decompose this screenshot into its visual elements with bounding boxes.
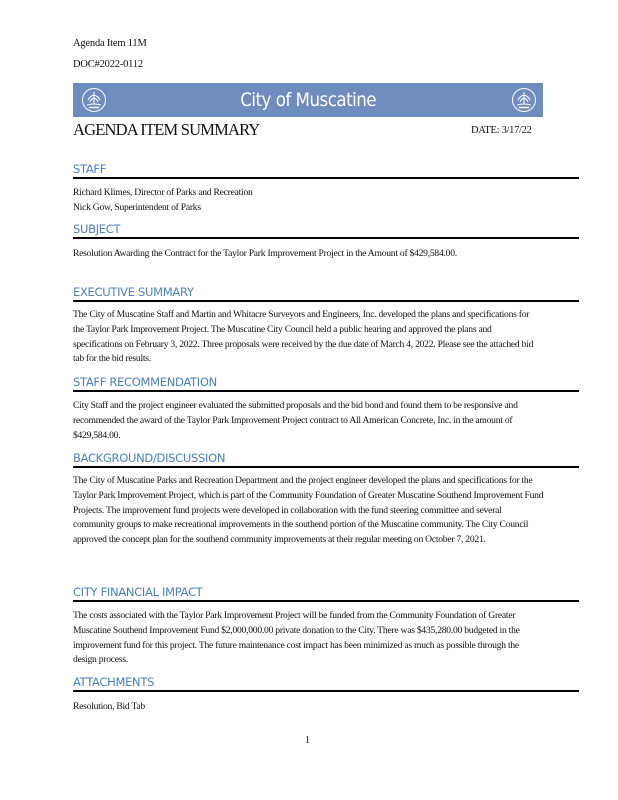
document-title: AGENDA ITEM SUMMARY (73, 120, 260, 139)
city-seal-icon (511, 87, 537, 113)
section-divider (73, 690, 579, 692)
background-text: The City of Muscatine Parks and Recreation Department and the project engineer developed the plans and specifications for the Taylor Park Improvement Project, which is part of the Community Foundation of Greater Muscatine Southend Improvement Fund Projects. The improvement fund projects were developed in collaboration with the fund steering committee and several community groups to make recreational improvements in the southend portion of the Muscatine community. The City Council approved the concept plan for the southend community improvements at their regular meeting on October 7, 2021. (73, 475, 544, 546)
banner-title: City of Muscatine (240, 89, 376, 111)
executive-summary-text: The City of Muscatine Staff and Martin and Whitacre Surveyors and Engineers, Inc. developed the plans and specifications for the Taylor Park Improvement Project. The Muscatine City Council held a public hearing and approved the plans and specifications on February 3, 2022. Three proposals were received by the due date of March 4, 2022. Please see the attached bid tab for the bid results. (73, 309, 534, 365)
section-divider (73, 600, 579, 602)
section-executive-summary (73, 285, 579, 300)
city-seal-icon (81, 87, 107, 113)
financial-impact-text: The costs associated with the Taylor Park Improvement Project will be funded from the Community Foundation of Greater Muscatine Southend Improvement Fund $2,000,000.00 private donation to the City. There was $435,280.00 budgeted in the improvement fund for this project. The future maintenance cost impact has been minimized as much as possible through the design process. (73, 610, 520, 666)
section-heading: EXECUTIVE SUMMARY (73, 285, 194, 299)
section-divider (73, 390, 579, 392)
section-staff (73, 162, 579, 177)
section-staff-recommendation-body (73, 399, 547, 443)
section-heading: BACKGROUND/DISCUSSION (73, 451, 226, 465)
section-attachments-body (73, 700, 579, 715)
section-subject (73, 222, 579, 237)
section-staff-body (73, 186, 579, 216)
section-financial-impact-body (73, 609, 539, 668)
doc-number-label: DOC#2022-0112 (73, 59, 143, 70)
section-heading: STAFF RECOMMENDATION (73, 375, 217, 389)
section-heading: STAFF (73, 162, 107, 176)
section-executive-summary-body (73, 308, 541, 367)
section-heading: SUBJECT (73, 222, 121, 236)
page-number: 1 (305, 735, 310, 746)
section-divider (73, 300, 579, 302)
section-divider (73, 177, 579, 179)
city-banner (73, 83, 543, 117)
subject-text: Resolution Awarding the Contract for the Taylor Park Improvement Project in the Amount of $429,584.00. (73, 248, 457, 259)
section-attachments (73, 675, 579, 690)
section-subject-body (73, 247, 513, 262)
section-divider (73, 466, 579, 468)
section-heading: ATTACHMENTS (73, 675, 155, 689)
staff-recommendation-text: City Staff and the project engineer evaluated the submitted proposals and the bid bond and found them to be responsive and recommended the award of the Taylor Park Improvement Project contract to All American Concrete, Inc. in the amount of $429,584.00. (73, 400, 518, 441)
section-heading: CITY FINANCIAL IMPACT (73, 585, 203, 599)
section-background (73, 451, 579, 466)
staff-member: Nick Gow, Superintendent of Parks (73, 201, 201, 213)
document-date: DATE: 3/17/22 (471, 125, 532, 136)
section-background-body (73, 474, 545, 548)
staff-member: Richard Klimes, Director of Parks and Recreation (73, 187, 253, 198)
attachments-text: Resolution, Bid Tab (73, 701, 145, 712)
section-financial-impact (73, 585, 579, 600)
agenda-item-label: Agenda Item 11M (73, 38, 147, 49)
section-divider (73, 237, 579, 239)
section-staff-recommendation (73, 375, 579, 390)
